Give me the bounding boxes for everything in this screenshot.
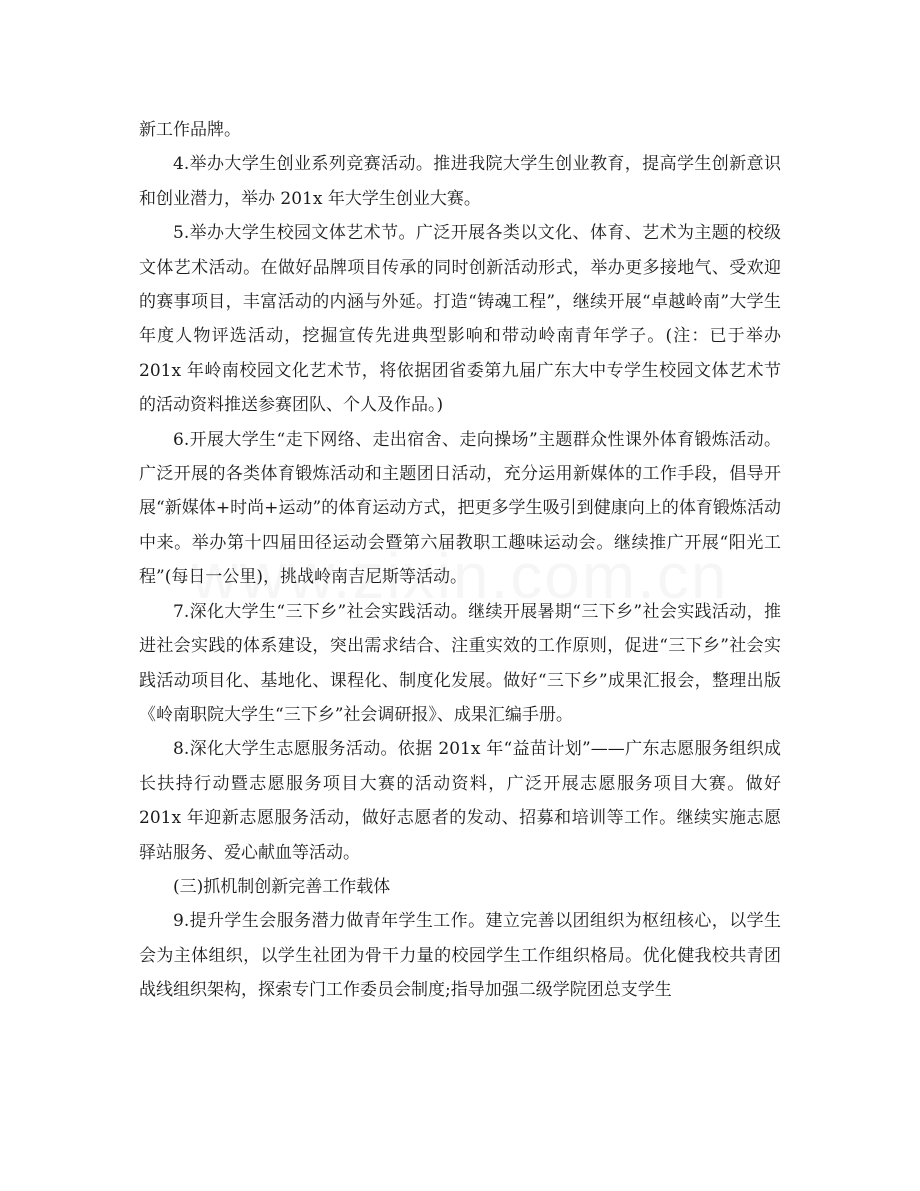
paragraph-item-9: 9.提升学生会服务潜力做青年学生工作。建立完善以团组织为枢纽核心，以学生会为主体组织，以学生社团为骨干力量的校园学生工作组织格局。优化健我校共青团战线组织架构，探索专门工作委员会制度;指导加强二级学院团总支学生 [139,911,781,1001]
section-heading: (三)抓机制创新完善工作载体 [173,876,391,897]
paragraph-item-8: 8.深化大学生志愿服务活动。依据 201x 年“益苗计划”——广东志愿服务组织成长扶持行动暨志愿服务项目大赛的活动资料，广泛开展志愿服务项目大赛。做好 201x 年迎新志愿服务活动，做好志愿者的发动、招募和培训等工作。继续实施志愿驿站服务、爱心献血等活动。 [139,739,781,863]
paragraph-item-5: 5.举办大学生校园文体艺术节。广泛开展各类以文化、体育、艺术为主题的校级文体艺术活动。在做好品牌项目传承的同时创新活动形式，举办更多接地气、受欢迎的赛事项目，丰富活动的内涵与外延。打造“铸魂工程”，继续开展“卓越岭南”大学生年度人物评选活动，挖掘宣传先进典型影响和带动岭南青年学子。(注：已于举办 201x 年岭南校园文化艺术节，将依据团省委第九届广东大中专学生校园文体艺术节的活动资料推送参赛团队、个人及作品。) [139,223,781,416]
paragraph-item-4: 4.举办大学生创业系列竞赛活动。推进我院大学生创业教育，提高学生创新意识和创业潜力，举办 201x 年大学生创业大赛。 [139,154,781,209]
document-body [139,113,781,1008]
paragraph-item-7: 7.深化大学生“三下乡”社会实践活动。继续开展暑期“三下乡”社会实践活动，推进社会实践的体系建设，突出需求结合、注重实效的工作原则，促进“三下乡”社会实践活动项目化、基地化、课程化、制度化发展。做好“三下乡”成果汇报会，整理出版《岭南职院大学生“三下乡”社会调研报》、成果汇编手册。 [139,601,781,725]
paragraph-item-6: 6.开展大学生“走下网络、走出宿舍、走向操场”主题群众性课外体育锻炼活动。广泛开展的各类体育锻炼活动和主题团日活动，充分运用新媒体的工作手段，倡导开展“新媒体+时尚+运动”的体育运动方式，把更多学生吸引到健康向上的体育锻炼活动中来。举办第十四届田径运动会暨第六届教职工趣味运动会。继续推广开展“阳光工程”(每日一公里)，挑战岭南吉尼斯等活动。 [139,429,781,588]
paragraph-continuation: 新工作品牌。 [139,120,241,140]
